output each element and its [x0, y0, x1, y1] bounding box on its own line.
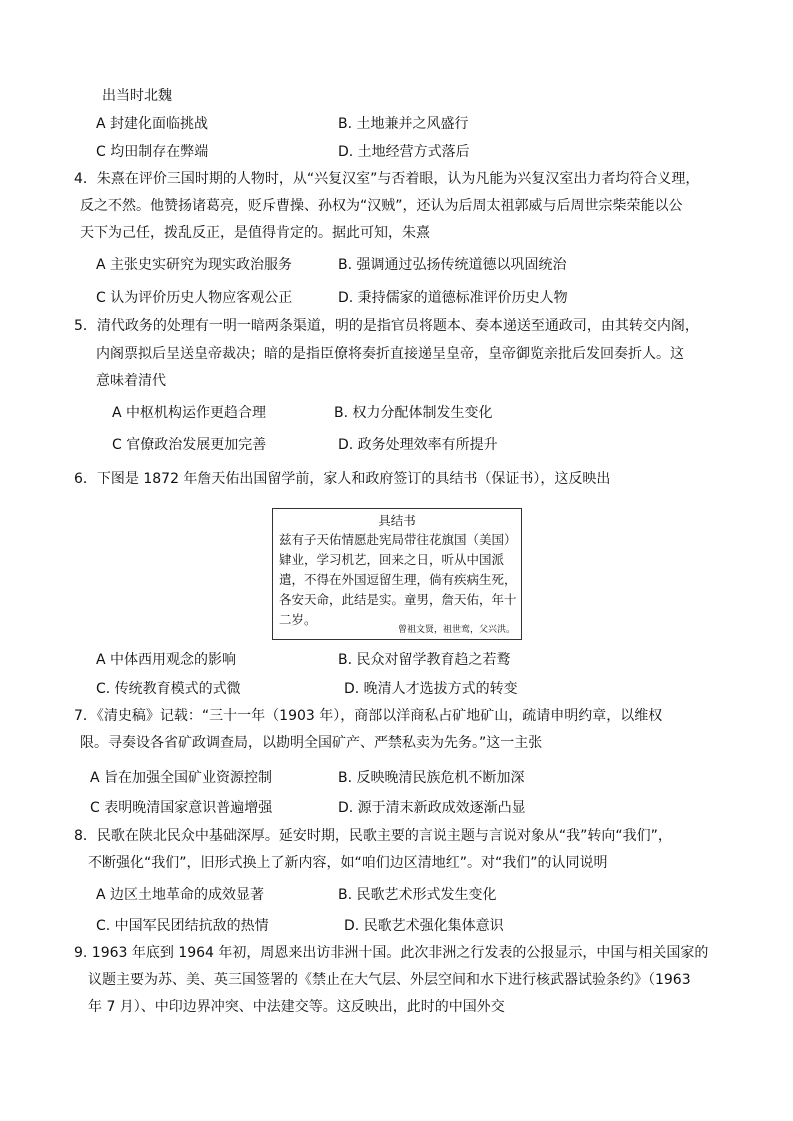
text-line: 议题主要为苏、美、英三国签署的《禁止在大气层、外层空间和水下进行核武器试验条约》（1963	[88, 972, 691, 988]
text-line: 8．民歌在陕北民众中基础深厚。延安时期，民歌主要的言说主题与言说对象从“我”转向“我们”，	[74, 828, 672, 844]
text-line: 年 7 月）、中印边界冲突、中法建交等。这反映出，此时的中国外交	[88, 999, 505, 1015]
text-line: D. 晚清人才选拔方式的转变	[344, 681, 518, 697]
text-line: 反之不然。他赞扬诸葛亮，贬斥曹操、孙权为“汉贼”，还认为后周太祖郭威与后周世宗柴荣能以公	[80, 198, 683, 214]
text-line: 4．朱熹在评价三国时期的人物时，从“兴复汉室”与否着眼，认为凡能为兴复汉室出力者均符合义理，	[74, 171, 700, 187]
text-line: D. 土地经营方式落后	[338, 144, 470, 160]
text-line: C. 中国军民团结抗敌的热情	[96, 918, 269, 934]
certificate-line: 遣，不得在外国逗留生理，倘有疾病生死，	[279, 572, 517, 587]
text-line: 5．清代政务的处理有一明一暗两条渠道，明的是指官员将题本、奏本递送至通政司，由其转交内阁，	[74, 318, 699, 334]
certificate-line: 肄业，学习机艺，回来之日，听从中国派	[279, 552, 505, 567]
text-line: 限。寻奏设各省矿政调查局，以勘明全国矿产、严禁私卖为先务。”这一主张	[80, 735, 543, 751]
text-line: C 表明晚清国家意识普遍增强	[90, 800, 273, 816]
text-line: D. 秉持儒家的道德标准评价历史人物	[338, 290, 568, 306]
certificate-title: 具结书	[378, 513, 416, 528]
text-line: 天下为己任，拨乱反正，是值得肯定的。据此可知，朱熹	[80, 225, 430, 241]
text-line: 内阁票拟后呈送皇帝裁决；暗的是指臣僚将奏折直接递呈皇帝，皇帝御览亲批后发回奏折人。这	[96, 346, 684, 362]
text-line: C. 传统教育模式的式微	[96, 681, 241, 697]
text-line: D. 政务处理效率有所提升	[338, 437, 498, 453]
text-line: B. 强调通过弘扬传统道德以巩固统治	[338, 257, 567, 273]
text-line: A 中枢机构运作更趋合理	[112, 405, 267, 421]
text-line: 6．下图是 1872 年詹天佑出国留学前，家人和政府签订的具结书（保证书），这反映出	[74, 471, 611, 487]
text-line: B. 权力分配体制发生变化	[334, 405, 493, 421]
text-line: D. 民歌艺术强化集体意识	[344, 918, 504, 934]
text-line: B. 民歌艺术形式发生变化	[338, 887, 497, 903]
text-line: A 中体西用观念的影响	[96, 652, 237, 668]
text-line: 意味着清代	[96, 373, 166, 389]
text-line: 不断强化“我们”，旧形式换上了新内容，如“咱们边区清地红”。对“我们”的认同说明	[88, 855, 608, 871]
text-line: 7．《清史稿》记载：“三十一年（1903 年），商部以洋商私占矿地矿山，疏请申明约章，以维权	[74, 708, 663, 724]
text-line: C 认为评价历史人物应客观公正	[96, 290, 293, 306]
text-line: C 官僚政治发展更加完善	[112, 437, 267, 453]
text-line: A 边区土地革命的成效显著	[96, 887, 265, 903]
certificate-figure	[272, 508, 522, 640]
certificate-line: 各安天命，此结是实。童男，詹天佑，年十	[279, 592, 517, 607]
text-line: C 均田制存在弊端	[96, 144, 209, 160]
text-line: D. 源于清末新政成效逐渐凸显	[338, 800, 526, 816]
text-line: B. 民众对留学教育趋之若鹜	[338, 652, 511, 668]
text-line: A 主张史实研究为现实政治服务	[96, 257, 293, 273]
text-line: 9. 1963 年底到 1964 年初，周恩来出访非洲十国。此次非洲之行发表的公报显示，中国与相关国家的	[74, 945, 709, 961]
text-line: A 旨在加强全国矿业资源控制	[90, 770, 273, 786]
certificate-signature: 曾祖文贤，祖世鸾，父兴洪。	[397, 625, 515, 635]
certificate-line: 兹有子天佑情愿赴宪局带往花旗国（美国）	[279, 532, 517, 547]
text-line: B. 土地兼并之风盛行	[338, 116, 469, 132]
text-line: A 封建化面临挑战	[96, 116, 209, 132]
certificate-line: 二岁。	[279, 612, 317, 627]
text-line: 出当时北魏	[102, 88, 172, 104]
text-line: B. 反映晚清民族危机不断加深	[338, 770, 525, 786]
